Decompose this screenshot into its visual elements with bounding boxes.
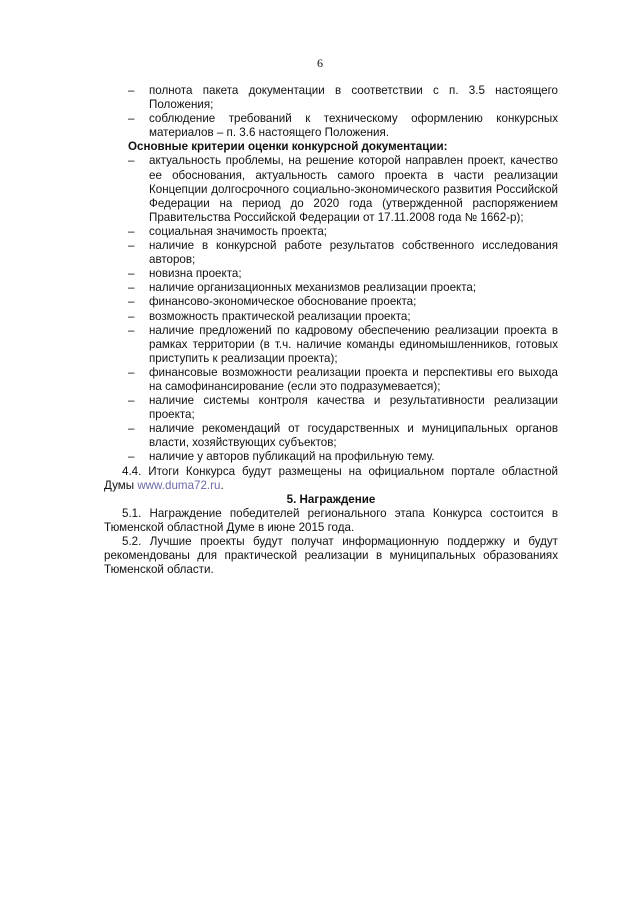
list-item: – финансовые возможности реализации проекта и перспективы его выхода на самофинансирование (если это подразумевается); <box>128 365 558 393</box>
list-item: – наличие организационных механизмов реализации проекта; <box>128 281 477 295</box>
dash-bullet: – <box>128 154 135 168</box>
list-item: – наличие предложений по кадровому обеспечению реализации проекта в рамках территории (в т.ч. наличие команды единомышленников, готовых приступить к реализации проекта); <box>128 323 558 365</box>
dash-bullet: – <box>128 309 135 323</box>
list-item: – социальная значимость проекта; <box>128 224 327 238</box>
dash-bullet: – <box>128 394 135 408</box>
criteria-heading: Основные критерии оценки конкурсной документации: <box>128 140 448 154</box>
dash-bullet: – <box>128 450 135 464</box>
list-item: – новизна проекта; <box>128 267 242 281</box>
list-item: – финансово-экономическое обоснование проекта; <box>128 295 417 309</box>
list-item: – соблюдение требований к техническому оформлению конкурсных материалов – п. 3.6 настоящего Положения. <box>128 112 558 140</box>
intro-list <box>104 84 558 140</box>
dash-bullet: – <box>128 239 135 253</box>
dash-bullet: – <box>128 422 135 436</box>
dash-bullet: – <box>128 267 135 281</box>
dash-bullet: – <box>128 295 135 309</box>
portal-link[interactable]: www.duma72.ru <box>137 478 221 492</box>
list-item: – наличие системы контроля качества и результативности реализации проекта; <box>128 394 558 422</box>
paragraph-4-4: 4.4. Итоги Конкурса будут размещены на официальном портале областной Думы www.duma72.ru. <box>104 464 558 492</box>
paragraph-5-1: 5.1. Награждение победителей регионального этапа Конкурса состоится в Тюменской областной Думе в июне 2015 года. <box>104 506 558 534</box>
dash-bullet: – <box>128 323 135 337</box>
dash-bullet: – <box>128 365 135 379</box>
dash-bullet: – <box>128 112 135 126</box>
list-item: – наличие рекомендаций от государственных и муниципальных органов власти, хозяйствующих субъектов; <box>128 422 558 450</box>
paragraph-5-2: 5.2. Лучшие проекты будут получат информационную поддержку и будут рекомендованы для практической реализации в муниципальных образованиях Тюменской области. <box>104 535 558 577</box>
dash-bullet: – <box>128 224 135 238</box>
document-body <box>104 84 558 577</box>
criteria-list <box>104 154 558 464</box>
page-number: 6 <box>317 56 323 70</box>
list-item: – актуальность проблемы, на решение которой направлен проект, качество ее обоснования, актуальность самого проекта в части реализации Концепции долгосрочного социально-экономического развития Российской Федерации на период до 2020 года (утвержденной распоряжением Правительства Российской Федерации от 17.11.2008 года № 1662-р); <box>128 154 558 224</box>
section-5-title: 5. Награждение <box>286 492 376 506</box>
dash-bullet: – <box>128 84 135 97</box>
list-item: – наличие в конкурсной работе результатов собственного исследования авторов; <box>128 239 558 267</box>
dash-bullet: – <box>128 281 135 295</box>
list-item: – возможность практической реализации проекта; <box>128 309 411 323</box>
list-item: – наличие у авторов публикаций на профильную тему. <box>128 450 435 464</box>
list-item: – полнота пакета документации в соответствии с п. 3.5 настоящего Положения; <box>128 84 558 112</box>
